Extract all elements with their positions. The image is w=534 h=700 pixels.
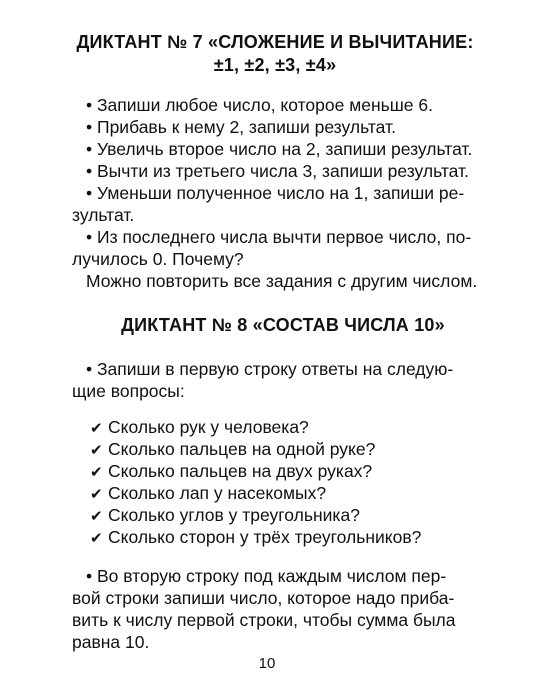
dictation-7-line: • Вычти из третьего числа 3, запиши результат. bbox=[86, 161, 469, 181]
check-mark-icon: ✔ bbox=[90, 508, 103, 525]
dictation-7-title-line-1: ДИКТАНТ № 7 «СЛОЖЕНИЕ И ВЫЧИТАНИЕ: bbox=[76, 32, 474, 52]
question-text: Сколько углов у треугольника? bbox=[108, 505, 360, 525]
dictation-7-line: • Увеличь второе число на 2, запиши результат. bbox=[86, 139, 473, 159]
dictation-7-title-line-2: ±1, ±2, ±3, ±4» bbox=[213, 55, 337, 75]
question-item bbox=[90, 460, 372, 484]
dictation-8-title: ДИКТАНТ № 8 «СОСТАВ ЧИСЛА 10» bbox=[121, 315, 445, 335]
dictation-8-intro-line: щие вопросы: bbox=[72, 381, 185, 401]
question-item bbox=[90, 526, 421, 550]
check-mark-icon: ✔ bbox=[90, 530, 103, 547]
dictation-8-final-line: • Во вторую строку под каждым числом пер- bbox=[86, 566, 447, 586]
check-mark-icon: ✔ bbox=[90, 442, 103, 459]
dictation-7-line: зультат. bbox=[72, 205, 135, 225]
dictation-7-line: • Уменьши полученное число на 1, запиши ре- bbox=[86, 183, 465, 203]
dictation-7-line: лучилось 0. Почему? bbox=[72, 249, 244, 269]
check-mark-icon: ✔ bbox=[90, 486, 103, 503]
dictation-7-line: • Запиши любое число, которое меньше 6. bbox=[86, 95, 434, 115]
dictation-7-line: • Из последнего числа вычти первое число, по- bbox=[86, 227, 472, 247]
question-item bbox=[90, 504, 360, 528]
question-item bbox=[90, 416, 309, 440]
dictation-8-final-line: вой строки запиши число, которое надо приба- bbox=[72, 588, 455, 608]
dictation-8-final-line: равна 10. bbox=[72, 632, 150, 652]
question-text: Сколько лап у насекомых? bbox=[108, 483, 327, 503]
dictation-7-line: Можно повторить все задания с другим числом. bbox=[86, 271, 478, 291]
dictation-8-final-line: вить к числу первой строки, чтобы сумма была bbox=[72, 610, 456, 630]
question-item bbox=[90, 482, 326, 506]
page-number: 10 bbox=[258, 655, 276, 672]
question-text: Сколько пальцев на одной руке? bbox=[108, 439, 376, 459]
question-text: Сколько пальцев на двух руках? bbox=[108, 461, 373, 481]
question-item bbox=[90, 438, 375, 462]
check-mark-icon: ✔ bbox=[90, 464, 103, 481]
question-text: Сколько сторон у трёх треугольников? bbox=[108, 527, 422, 547]
question-text: Сколько рук у человека? bbox=[108, 417, 309, 437]
check-mark-icon: ✔ bbox=[90, 420, 103, 437]
dictation-8-intro-line: • Запиши в первую строку ответы на следую- bbox=[86, 359, 454, 379]
dictation-7-line: • Прибавь к нему 2, запиши результат. bbox=[86, 117, 396, 137]
